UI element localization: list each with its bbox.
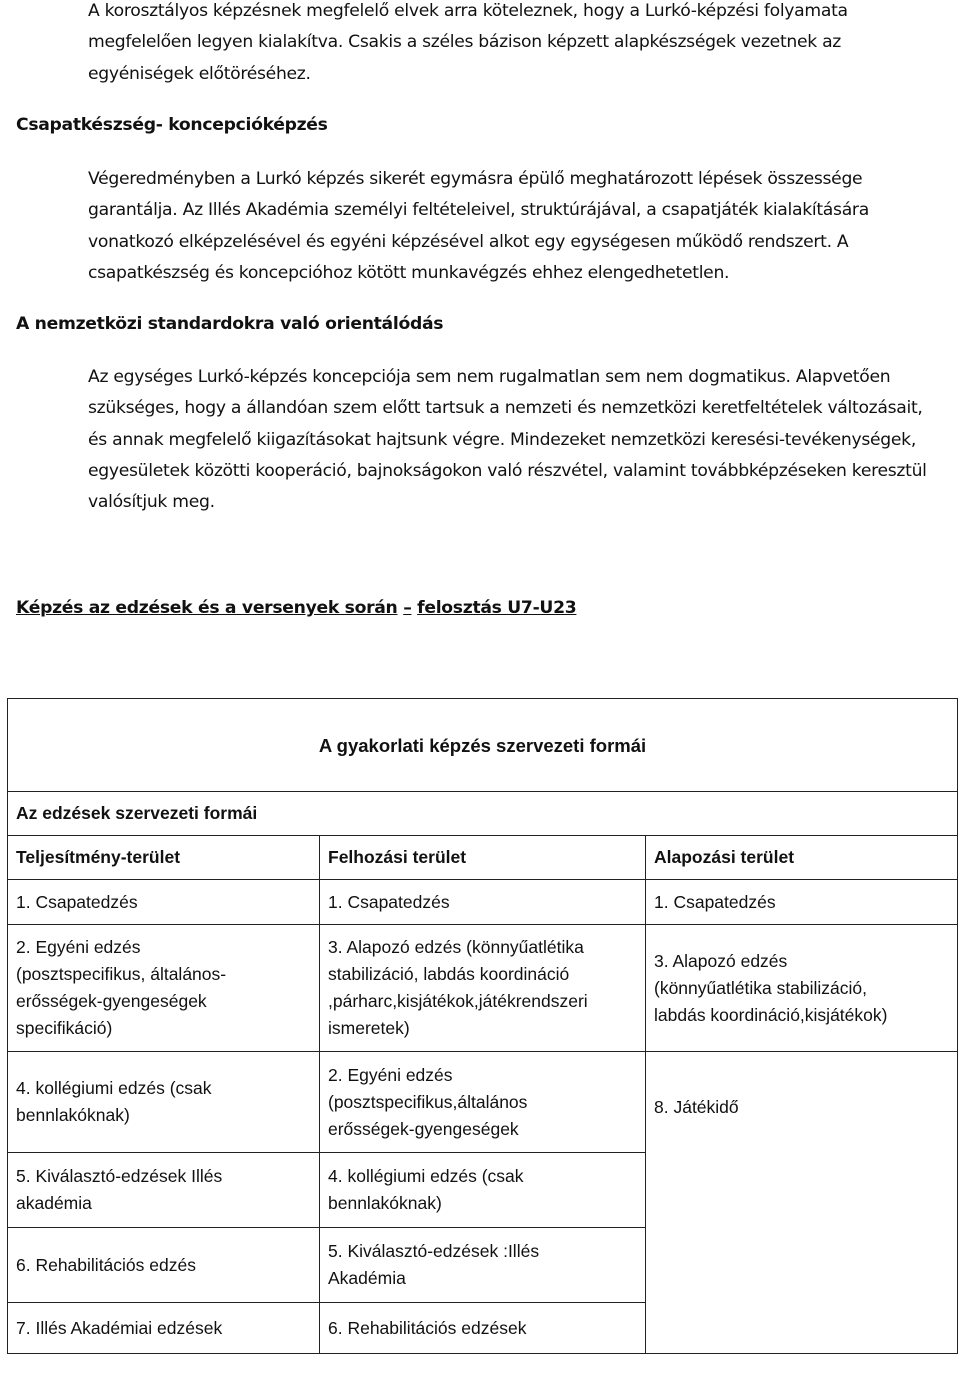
cell-line: 3. Alapozó edzés (könnyűatlétika — [328, 937, 584, 957]
cell-line: erősségek-gyengeségek — [328, 1118, 519, 1139]
international-paragraph: Az egységes Lurkó-képzés koncepciója sem nem rugalmatlan sem nem dogmatikus. Alapvetően szükséges, hogy a állandóan szem előtt tartsuk a nemzeti és nemzetközi keretfeltételek változásait, és annak megfelelő kiigazításokat hajtsunk végre. Mindezeket nemzetközi keresési-tevékenységek, egyesületek közötti kooperáció, bajnokságokon való részvétel, valamint továbbképzéseken keresztül valósítjuk meg. — [88, 367, 927, 513]
table-cell — [646, 1052, 958, 1354]
cell-line: (könnyűatlétika stabilizáció, — [654, 977, 868, 998]
cell-line: 5. Kiválasztó-edzések :Illés — [328, 1241, 540, 1261]
table-cell — [320, 1228, 646, 1303]
cell-line: akadémia — [16, 1193, 92, 1213]
cell-line: 2. Egyéni edzés — [16, 937, 141, 957]
heading-international: A nemzetközi standardokra való orientálódás — [16, 314, 444, 334]
table-cell — [8, 1303, 320, 1354]
cell-line: 8. Játékidő — [654, 1097, 739, 1117]
table-cell — [320, 1052, 646, 1153]
table-cell: 1. Csapatedzés — [8, 880, 320, 925]
table-cell: 1. Csapatedzés — [646, 880, 958, 925]
cell-line: 6. Rehabilitációs edzések — [328, 1317, 527, 1338]
column-header-development: Felhozási terület — [320, 836, 646, 880]
cell-line: bennlakóknak) — [328, 1193, 442, 1213]
cell-line: ismeretek) — [328, 1018, 410, 1038]
heading-training-dash: – — [403, 598, 412, 618]
training-forms-table — [7, 698, 958, 1354]
cell-line: 4. kollégiumi edzés (csak — [16, 1078, 212, 1098]
teamwork-paragraph: Végeredményben a Lurkó képzés sikerét egymásra épülő meghatározott lépések összessége garantálja. Az Illés Akadémia személyi feltételeivel, struktúrájával, a csapatjáték kialakítására vonatkozó elképzelésével és egyéni képzésével alkot egy egységesen működő rendszert. A csapatkészség és koncepcióhoz kötött munkavégzés ehhez elengedhetetlen. — [88, 169, 869, 283]
table-cell — [320, 1153, 646, 1228]
cell-line: 5. Kiválasztó-edzések Illés — [16, 1166, 223, 1186]
heading-training — [16, 598, 576, 618]
cell-line: ,párharc,kisjátékok,játékrendszeri — [328, 991, 588, 1011]
cell-line: 3. Alapozó edzés — [654, 950, 788, 971]
table-cell — [320, 925, 646, 1052]
cell-line: 7. Illés Akadémiai edzések — [16, 1317, 223, 1338]
table-cell — [8, 1052, 320, 1153]
cell-line: (posztspecifikus, általános- — [16, 964, 227, 984]
table-cell — [320, 1303, 646, 1354]
table-row — [8, 880, 958, 925]
table-row — [8, 925, 958, 1052]
cell-line: labdás koordináció,kisjátékok) — [654, 1004, 888, 1025]
heading-training-part2: felosztás U7-U23 — [417, 598, 577, 618]
cell-line: specifikáció) — [16, 1018, 113, 1038]
cell-line: erősségek-gyengeségek — [16, 991, 207, 1011]
table-cell — [8, 925, 320, 1052]
table-cell — [646, 925, 958, 1052]
table-row — [8, 1052, 958, 1153]
cell-line: 2. Egyéni edzés — [328, 1064, 453, 1085]
column-header-foundation: Alapozási terület — [646, 836, 958, 880]
table-cell — [8, 1153, 320, 1228]
column-header-performance: Teljesítmény-terület — [8, 836, 320, 880]
heading-teamwork: Csapatkészség- koncepcióképzés — [16, 115, 328, 135]
cell-line: (posztspecifikus,általános — [328, 1091, 528, 1112]
table-cell: 1. Csapatedzés — [320, 880, 646, 925]
heading-training-part1: Képzés az edzések és a versenyek során — [16, 598, 398, 618]
cell-line: 4. kollégiumi edzés (csak — [328, 1166, 524, 1186]
intro-paragraph: A korosztályos képzésnek megfelelő elvek arra köteleznek, hogy a Lurkó-képzési folyamata megfelelően legyen kialakítva. Csakis a széles bázison képzett alapkészségek vezetnek az egyéniségek előtöréséhez. — [88, 1, 848, 84]
table-subtitle: Az edzések szervezeti formái — [8, 792, 958, 836]
cell-line: stabilizáció, labdás koordináció — [328, 964, 570, 984]
cell-line: Akadémia — [328, 1268, 406, 1288]
table-title: A gyakorlati képzés szervezeti formái — [8, 699, 958, 792]
cell-line: 6. Rehabilitációs edzés — [16, 1254, 196, 1275]
cell-line: bennlakóknak) — [16, 1105, 130, 1125]
table-cell — [8, 1228, 320, 1303]
